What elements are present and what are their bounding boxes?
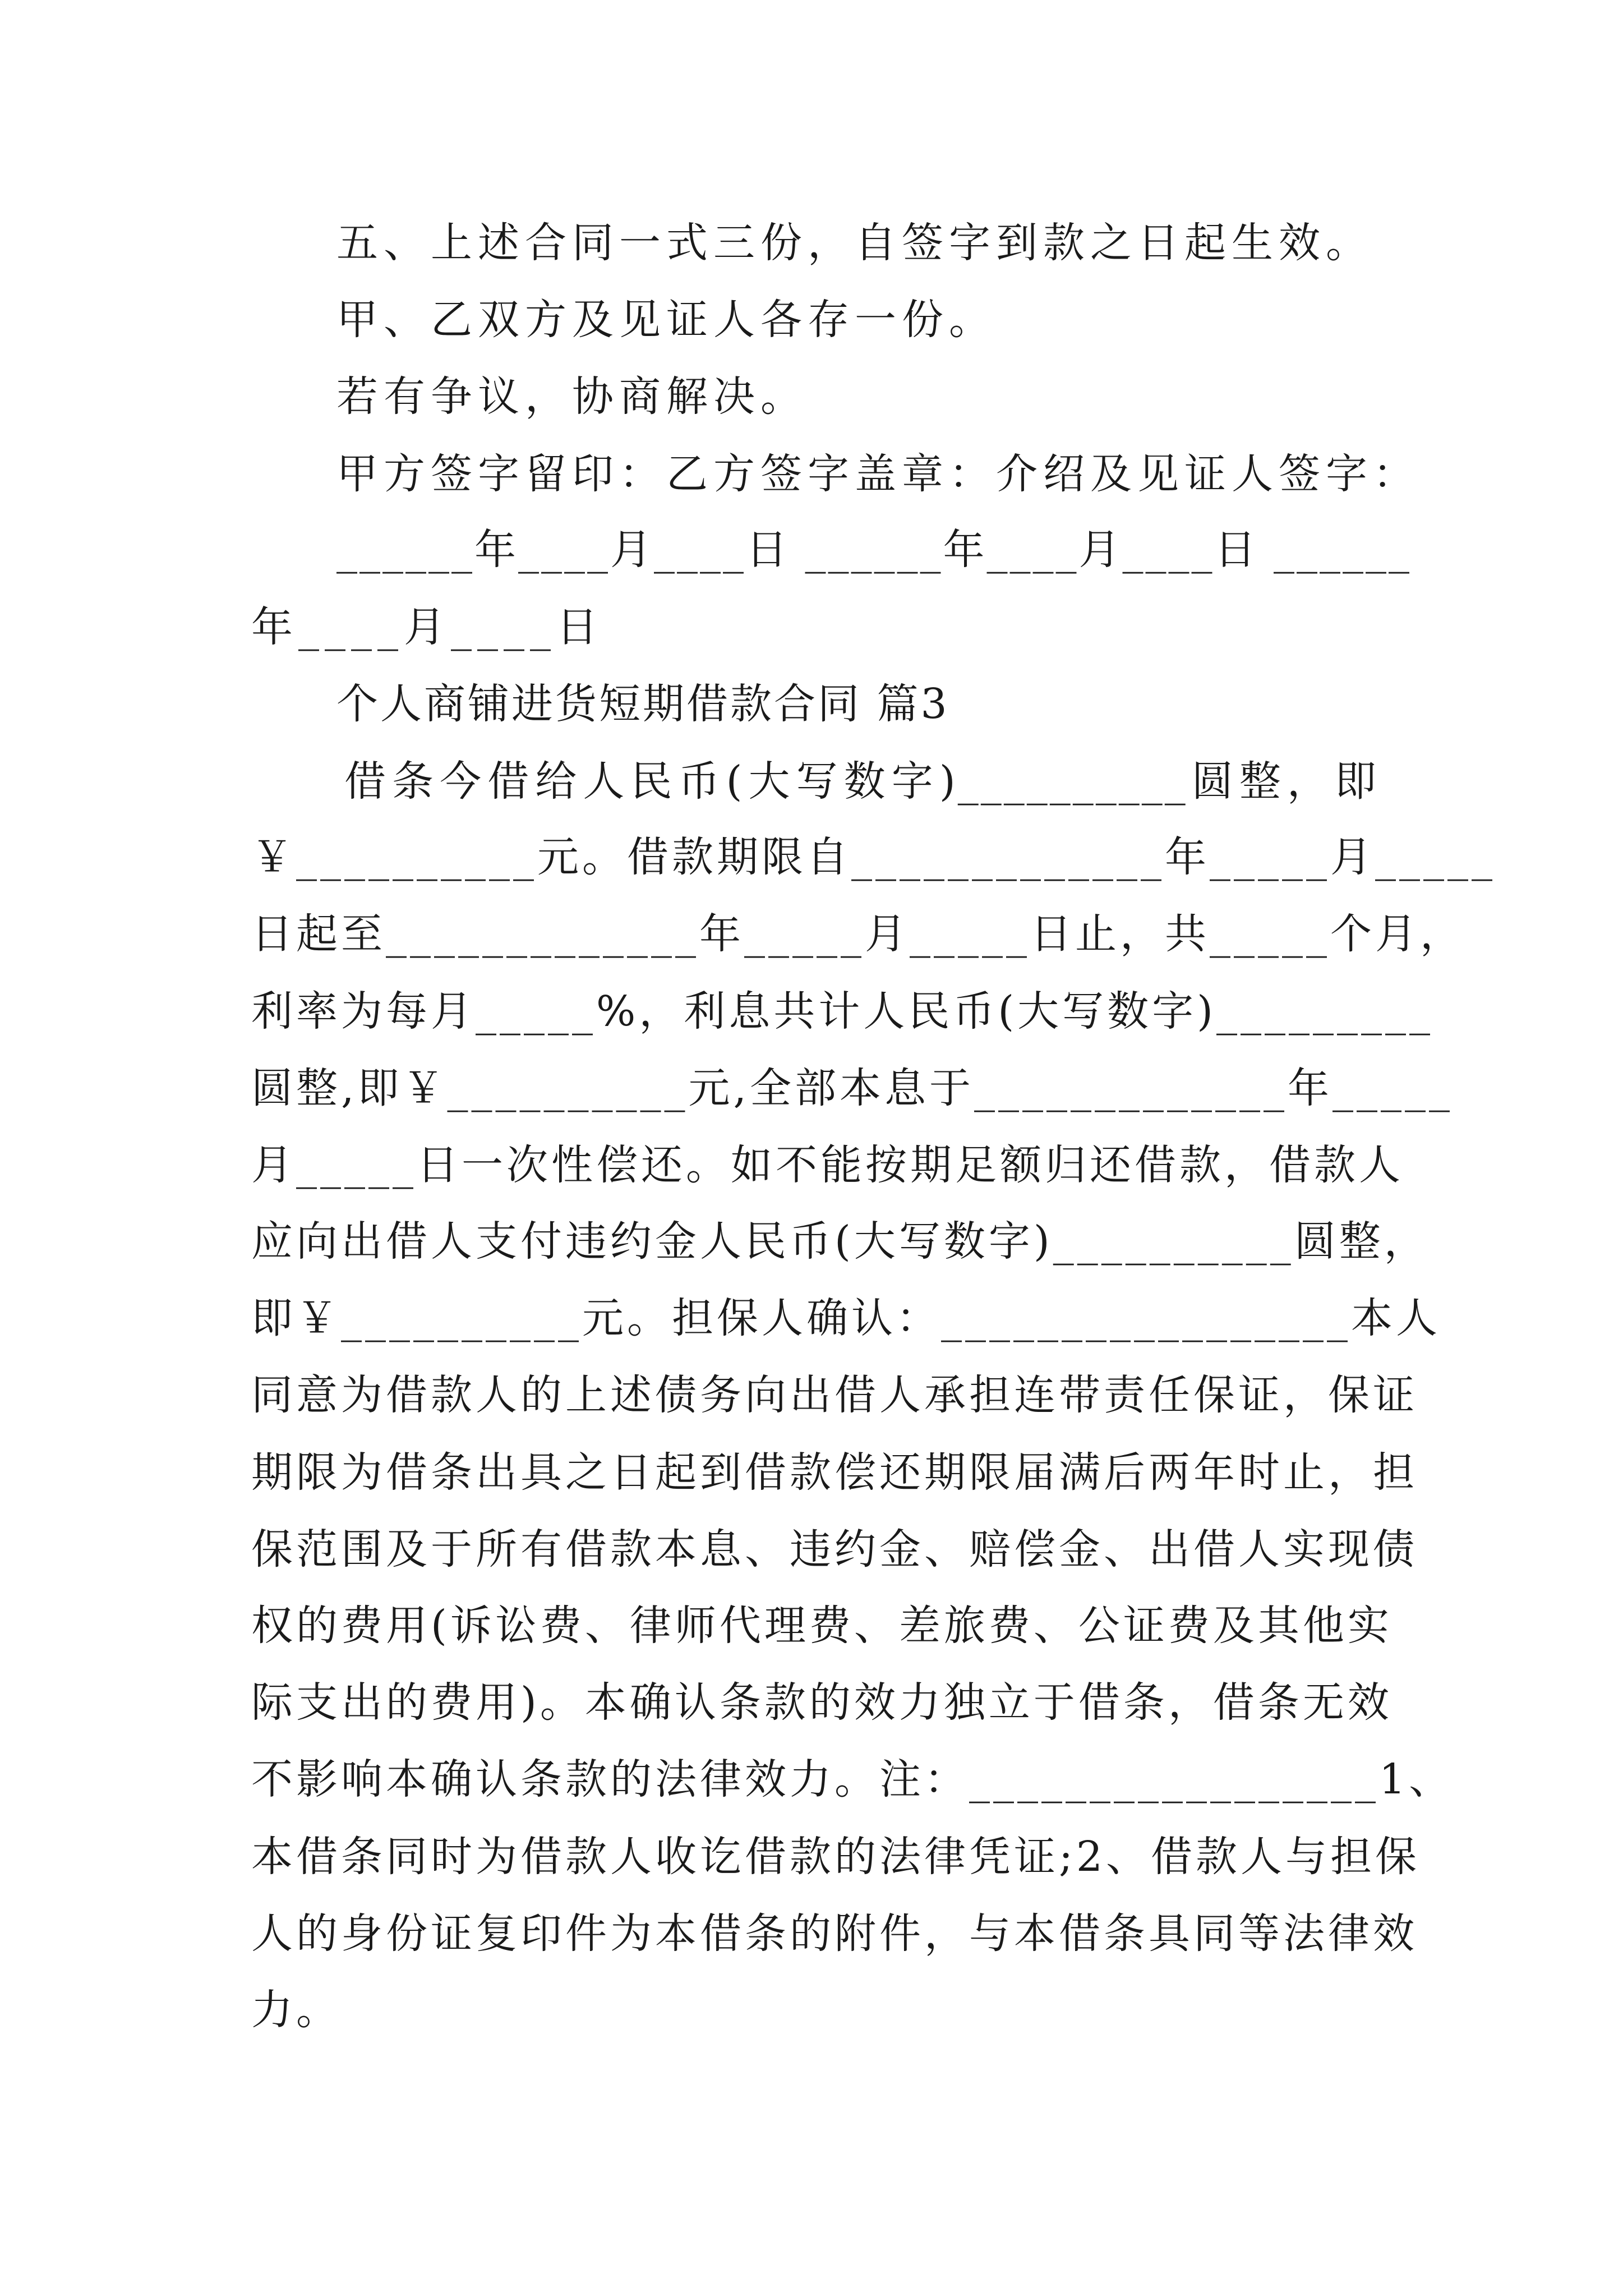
signature-line: 甲方签字留印：乙方签字盖章：介绍及见证人签字： (336, 450, 1420, 498)
body-line-7: 应向出借人支付违约金人民币(大写数字)__________圆整， (251, 1217, 1429, 1266)
clause-five: 五、上述合同一式三份，自签字到款之日起生效。 (336, 219, 1373, 267)
body-line-15: 本借条同时为借款人收讫借款的法律凭证;2、借款人与担保 (251, 1833, 1421, 1881)
body-line-17: 力。 (251, 1986, 341, 2034)
copies-line: 甲、乙双方及见证人各存一份。 (336, 296, 996, 344)
body-line-9: 同意为借款人的上述债务向出借人承担连带责任保证，保证 (251, 1371, 1418, 1419)
body-line-2: ￥__________元。借款期限自_____________年_____月_____ (251, 833, 1496, 881)
body-line-8: 即￥__________元。担保人确认：_________________本人 (251, 1294, 1441, 1342)
date-line-1: ______年____月____日 ______年____月____日 ______ (336, 526, 1412, 574)
section-title: 个人商铺进货短期借款合同 篇3 (336, 680, 949, 728)
body-line-6: 月_____日一次性偿还。如不能按期足额归还借款，借款人 (251, 1141, 1404, 1189)
body-line-13: 际支出的费用)。本确认条款的效力独立于借条，借条无效 (251, 1678, 1393, 1727)
body-line-4: 利率为每月_____%，利息共计人民币(大写数字)_________ (251, 987, 1434, 1036)
date-line-2: 年____月____日 (251, 603, 603, 651)
body-line-3: 日起至_____________年_____月_____日止，共_____个月， (251, 910, 1465, 958)
body-line-12: 权的费用(诉讼费、律师代理费、差旅费、公证费及其他实 (251, 1602, 1393, 1650)
body-line-16: 人的身份证复印件为本借条的附件，与本借条具同等法律效 (251, 1910, 1418, 1958)
body-line-14: 不影响本确认条款的法律效力。注：_________________1、 (251, 1755, 1454, 1803)
body-line-10: 期限为借条出具之日起到借款偿还期限届满后两年时止，担 (251, 1448, 1418, 1497)
body-line-1: 借条今借给人民币(大写数字)__________圆整，即 (344, 757, 1378, 806)
dispute-line: 若有争议，协商解决。 (336, 372, 808, 421)
body-line-11: 保范围及于所有借款本息、违约金、赔偿金、出借人实现债 (251, 1525, 1418, 1573)
body-line-5: 圆整,即￥__________元,全部本息于_____________年_____ (251, 1064, 1454, 1112)
